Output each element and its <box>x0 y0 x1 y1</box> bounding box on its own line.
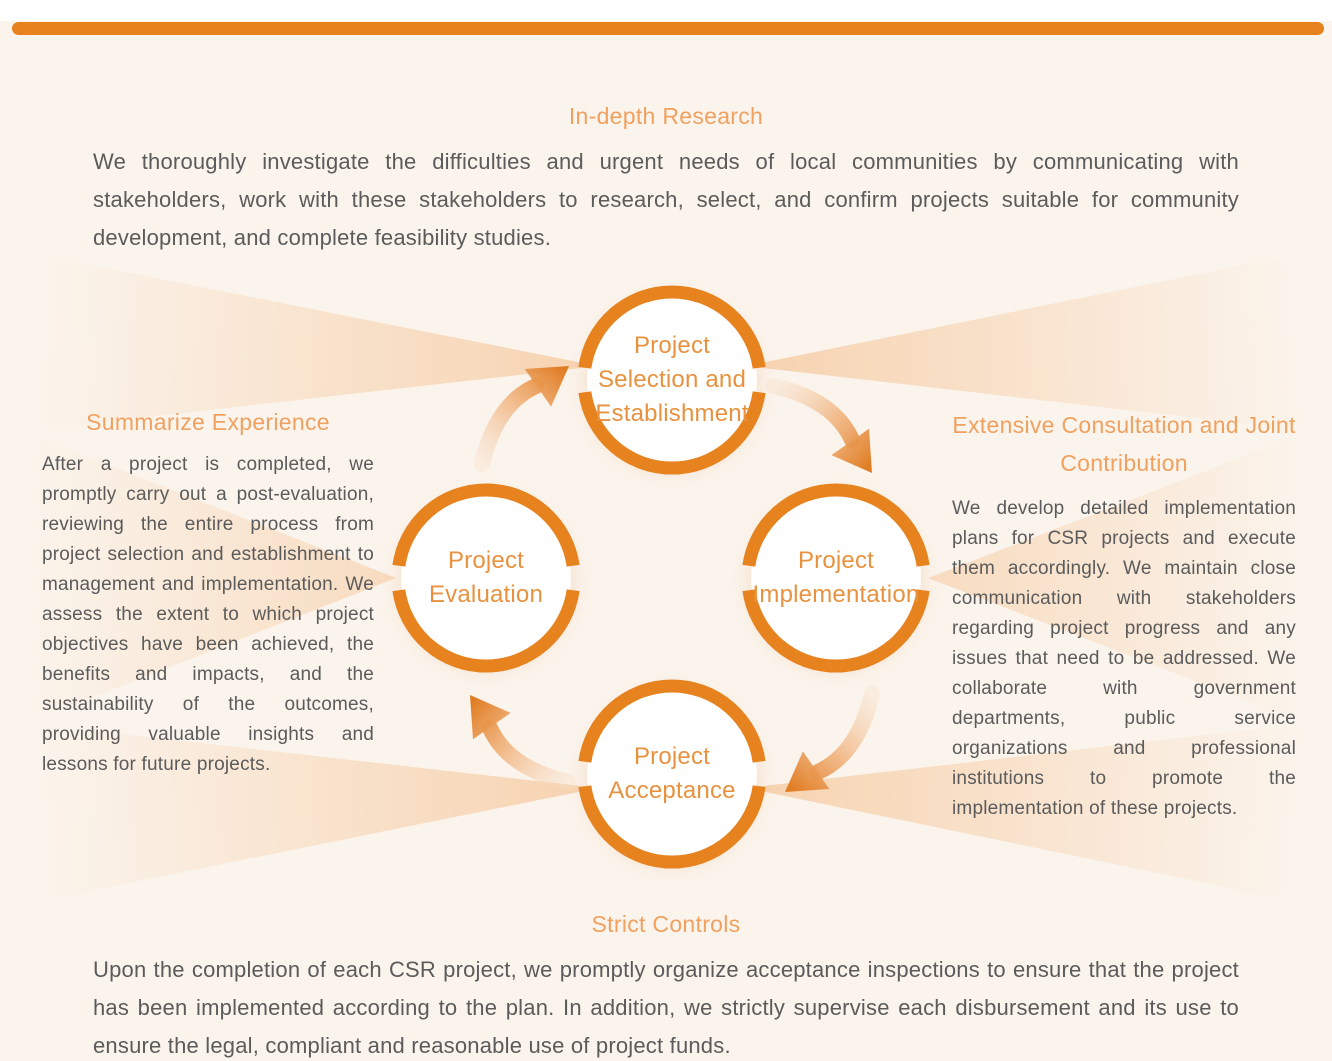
section-heading: In-depth Research <box>568 103 764 129</box>
node-label-project-evaluation <box>376 544 596 612</box>
node-label-project-acceptance <box>562 740 782 808</box>
section-body: Upon the completion of each CSR project, we promptly organize acceptance inspections to ensure that the project has been implemented according to the plan. In addition, we strictly supervise each disbursement and its use to ensure the legal, compliant and reasonable use of project funds. <box>93 957 1239 1058</box>
node-label-line: Evaluation <box>428 581 544 608</box>
arrow-acceptance-to-evaluation-icon <box>470 695 568 782</box>
node-label-line: Project <box>633 743 711 770</box>
section-in-depth-research <box>93 100 1239 257</box>
section-summarize-experience <box>42 406 374 780</box>
section-body: After a project is completed, we promptly carry out a post-evaluation, reviewing the entire process from project selection and establishment to management and implementation. We assess the extent to which project objectives have been achieved, the benefits and impacts, and the sustainability of the outcomes, providing valuable insights and lessons for future projects. <box>42 454 374 775</box>
node-label-line: Establishment <box>595 400 749 427</box>
section-body: We thoroughly investigate the difficulties and urgent needs of local communities by communicating with stakeholders, work with these stakeholders to research, select, and confirm projects suitable for community development, and complete feasibility studies. <box>93 149 1239 250</box>
node-label-line: Selection and <box>597 366 747 393</box>
section-heading: Strict Controls <box>591 911 741 937</box>
arrow-evaluation-to-selection-icon <box>482 366 569 464</box>
node-label-project-implementation <box>721 544 951 612</box>
section-extensive-consultation <box>952 406 1296 824</box>
section-heading: Summarize Experience <box>86 409 330 435</box>
node-label-line: Implementation <box>752 581 920 608</box>
section-body: We develop detailed implementation plans for CSR projects and execute them accordingly. We maintain close communication with stakeholders regarding project progress and any issues that need to be addressed. We collaborate with government departments, public service organizations and professional institutions to promote the implementation of these projects. <box>952 498 1296 819</box>
node-label-line: Project <box>447 547 525 574</box>
node-label-line: Project <box>797 547 875 574</box>
node-label-project-selection-and-establishment <box>562 329 782 431</box>
arrow-selection-to-implementation-icon <box>774 386 872 473</box>
node-label-line: Project <box>633 332 711 359</box>
section-heading: Extensive Consultation and Joint Contribution <box>952 412 1296 476</box>
node-label-line: Acceptance <box>608 777 736 804</box>
section-strict-controls <box>93 908 1239 1061</box>
